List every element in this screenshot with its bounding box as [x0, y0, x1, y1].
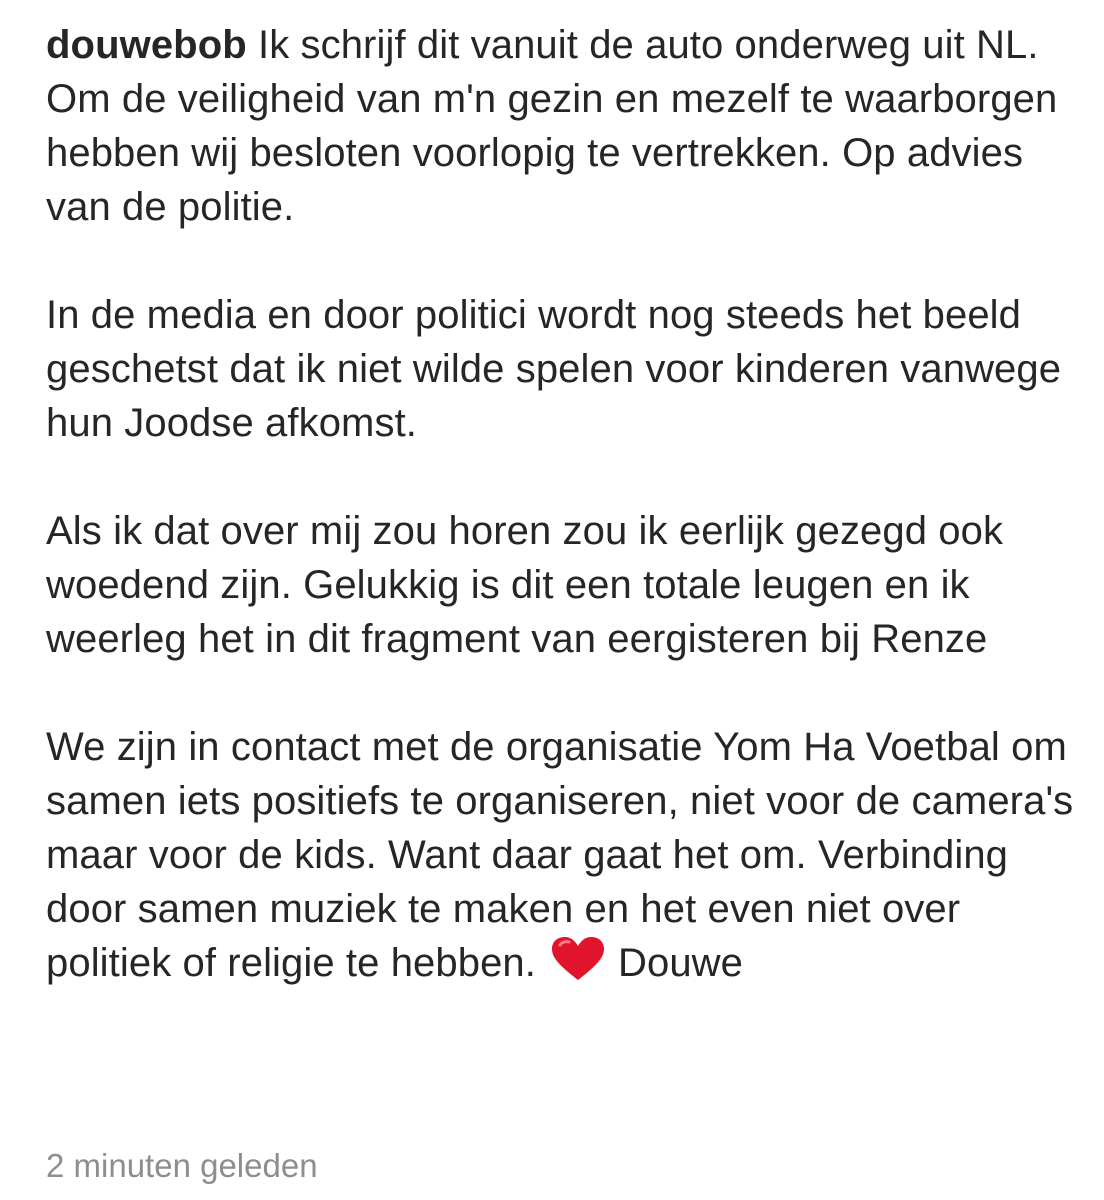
comment-paragraph-3: Als ik dat over mij zou horen zou ik eerlijk gezegd ook woedend zijn. Gelukkig is dit een totale leugen en ik weerleg het in dit fragment van eergisteren bij Renze [46, 509, 1004, 661]
comment-paragraph-4 [46, 720, 1086, 990]
comment-text-4: We zijn in contact met de organisatie Yom Ha Voetbal om samen iets positiefs te organiseren, niet voor de camera's maar voor de kids. Want daar gaat het om. Verbinding door samen muziek te maken en het even niet over politiek of religie te hebben. [46, 725, 1074, 985]
heart-icon [550, 936, 606, 982]
comment-text-1: Ik schrijf dit vanuit de auto onderweg uit NL. Om de veiligheid van m'n gezin en mezelf te waarborgen hebben wij besloten voorlopig te vertrekken. Op advies van de politie. [46, 23, 1058, 229]
comment-caption [46, 18, 1086, 990]
comment-timestamp[interactable]: 2 minuten geleden [46, 1147, 318, 1184]
comment-paragraph-2: In de media en door politici wordt nog steeds het beeld geschetst dat ik niet wilde spelen voor kinderen vanwege hun Joodse afkomst. [46, 293, 1062, 445]
username-link[interactable]: douwebob [46, 23, 247, 67]
signature: Douwe [618, 941, 744, 985]
comment-paragraph-1 [46, 18, 1086, 234]
